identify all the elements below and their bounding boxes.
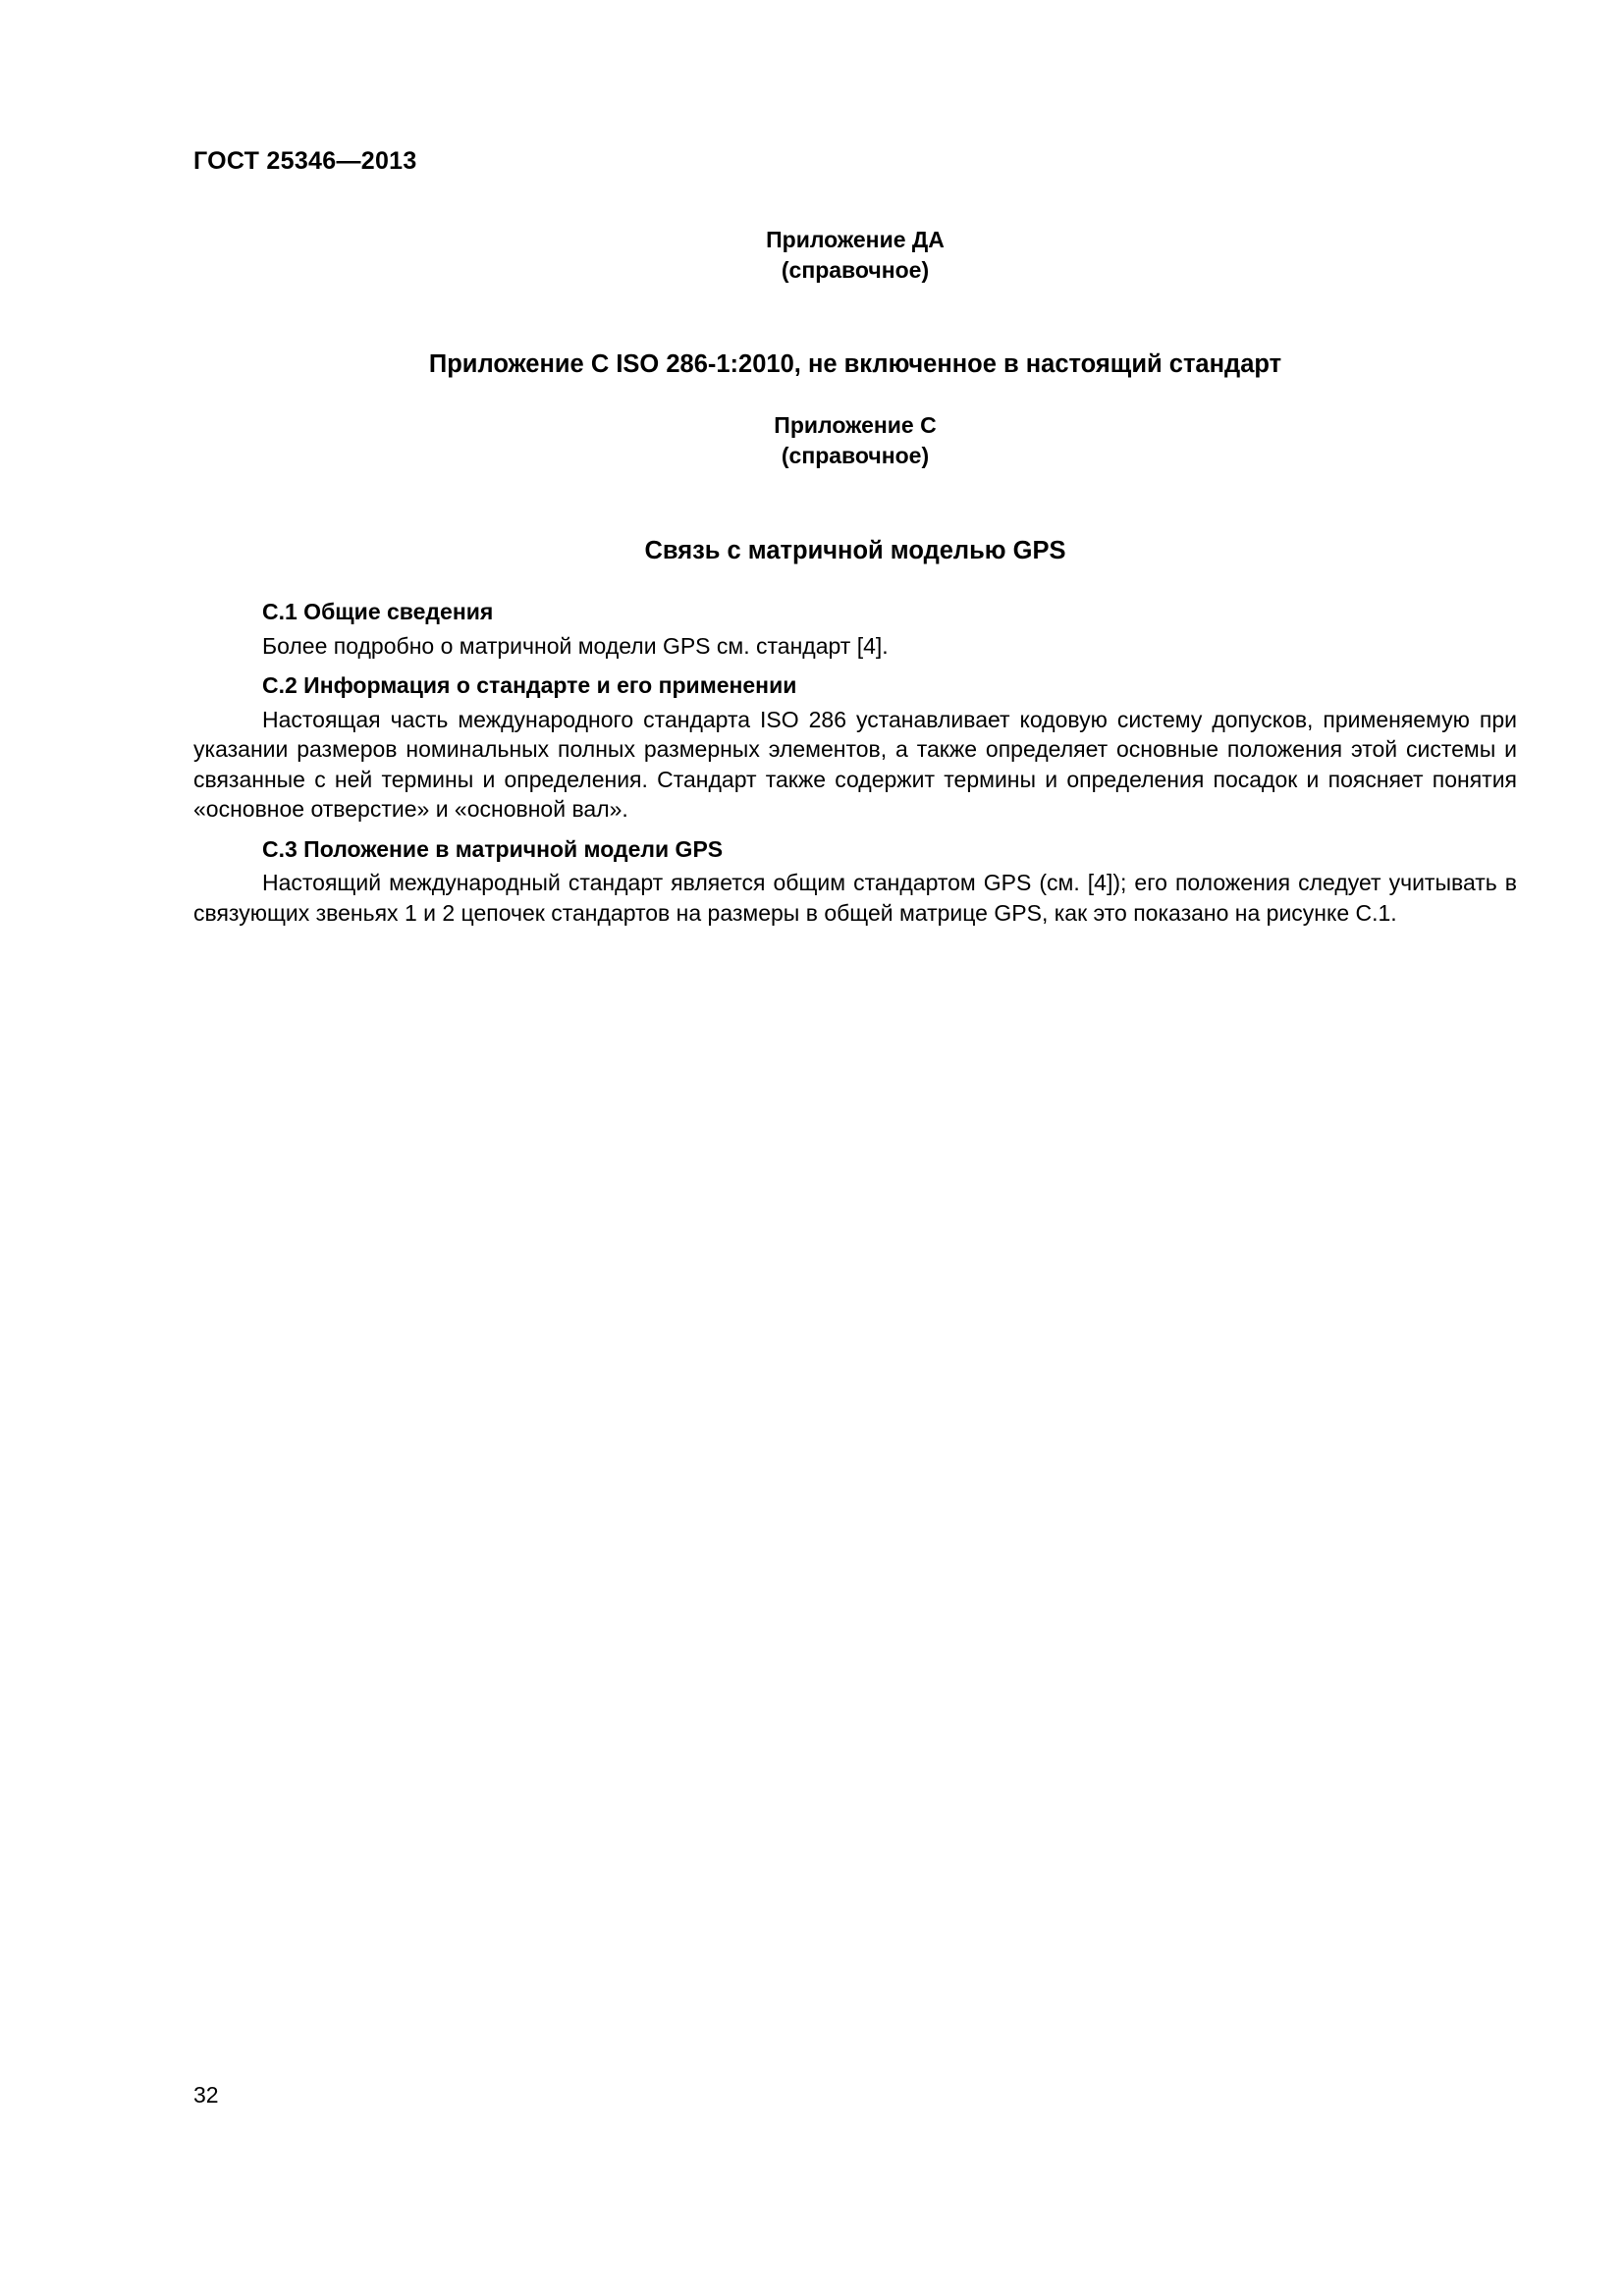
- section-text-c3: Настоящий международный стандарт является общим стандартом GPS (см. [4]); его положения следует учитывать в связующих звеньях 1 и 2 цепочек стандартов на размеры в общей матрице GPS, как это показано на рисунке С.1.: [193, 870, 1517, 926]
- annex-da-block: [193, 225, 1517, 286]
- annex-c-block: [193, 410, 1517, 471]
- document-header: ГОСТ 25346—2013: [193, 147, 417, 175]
- page-number: 32: [193, 2082, 219, 2108]
- section-heading-c3: С.3 Положение в матричной модели GPS: [262, 835, 724, 862]
- section-text-c1: Более подробно о матричной модели GPS см. стандарт [4].: [262, 632, 889, 659]
- annex-da-status: (справочное): [781, 257, 930, 283]
- document-body: [193, 597, 1517, 928]
- section-heading-c2: С.2 Информация о стандарте и его применении: [262, 672, 797, 698]
- main-title: Связь с матричной моделью GPS: [644, 537, 1066, 564]
- annex-c-title: Приложение С: [774, 412, 937, 438]
- annex-da-title: Приложение ДА: [766, 227, 945, 252]
- section-heading-c1: С.1 Общие сведения: [262, 599, 494, 624]
- section-text-c2: Настоящая часть международного стандарта ISO 286 устанавливает кодовую систему допусков, применяемую при указании размеров номинальных полных размерных элементов, а также определяет основные положения этой системы и связанные с ней термины и определения. Стандарт также содержит термины и определения посадок и поясняет понятия «основное отверстие» и «основной вал».: [193, 706, 1517, 822]
- annex-c-status: (справочное): [781, 443, 930, 468]
- annex-c-heading: Приложение С ISO 286-1:2010, не включенное в настоящий стандарт: [428, 350, 1282, 378]
